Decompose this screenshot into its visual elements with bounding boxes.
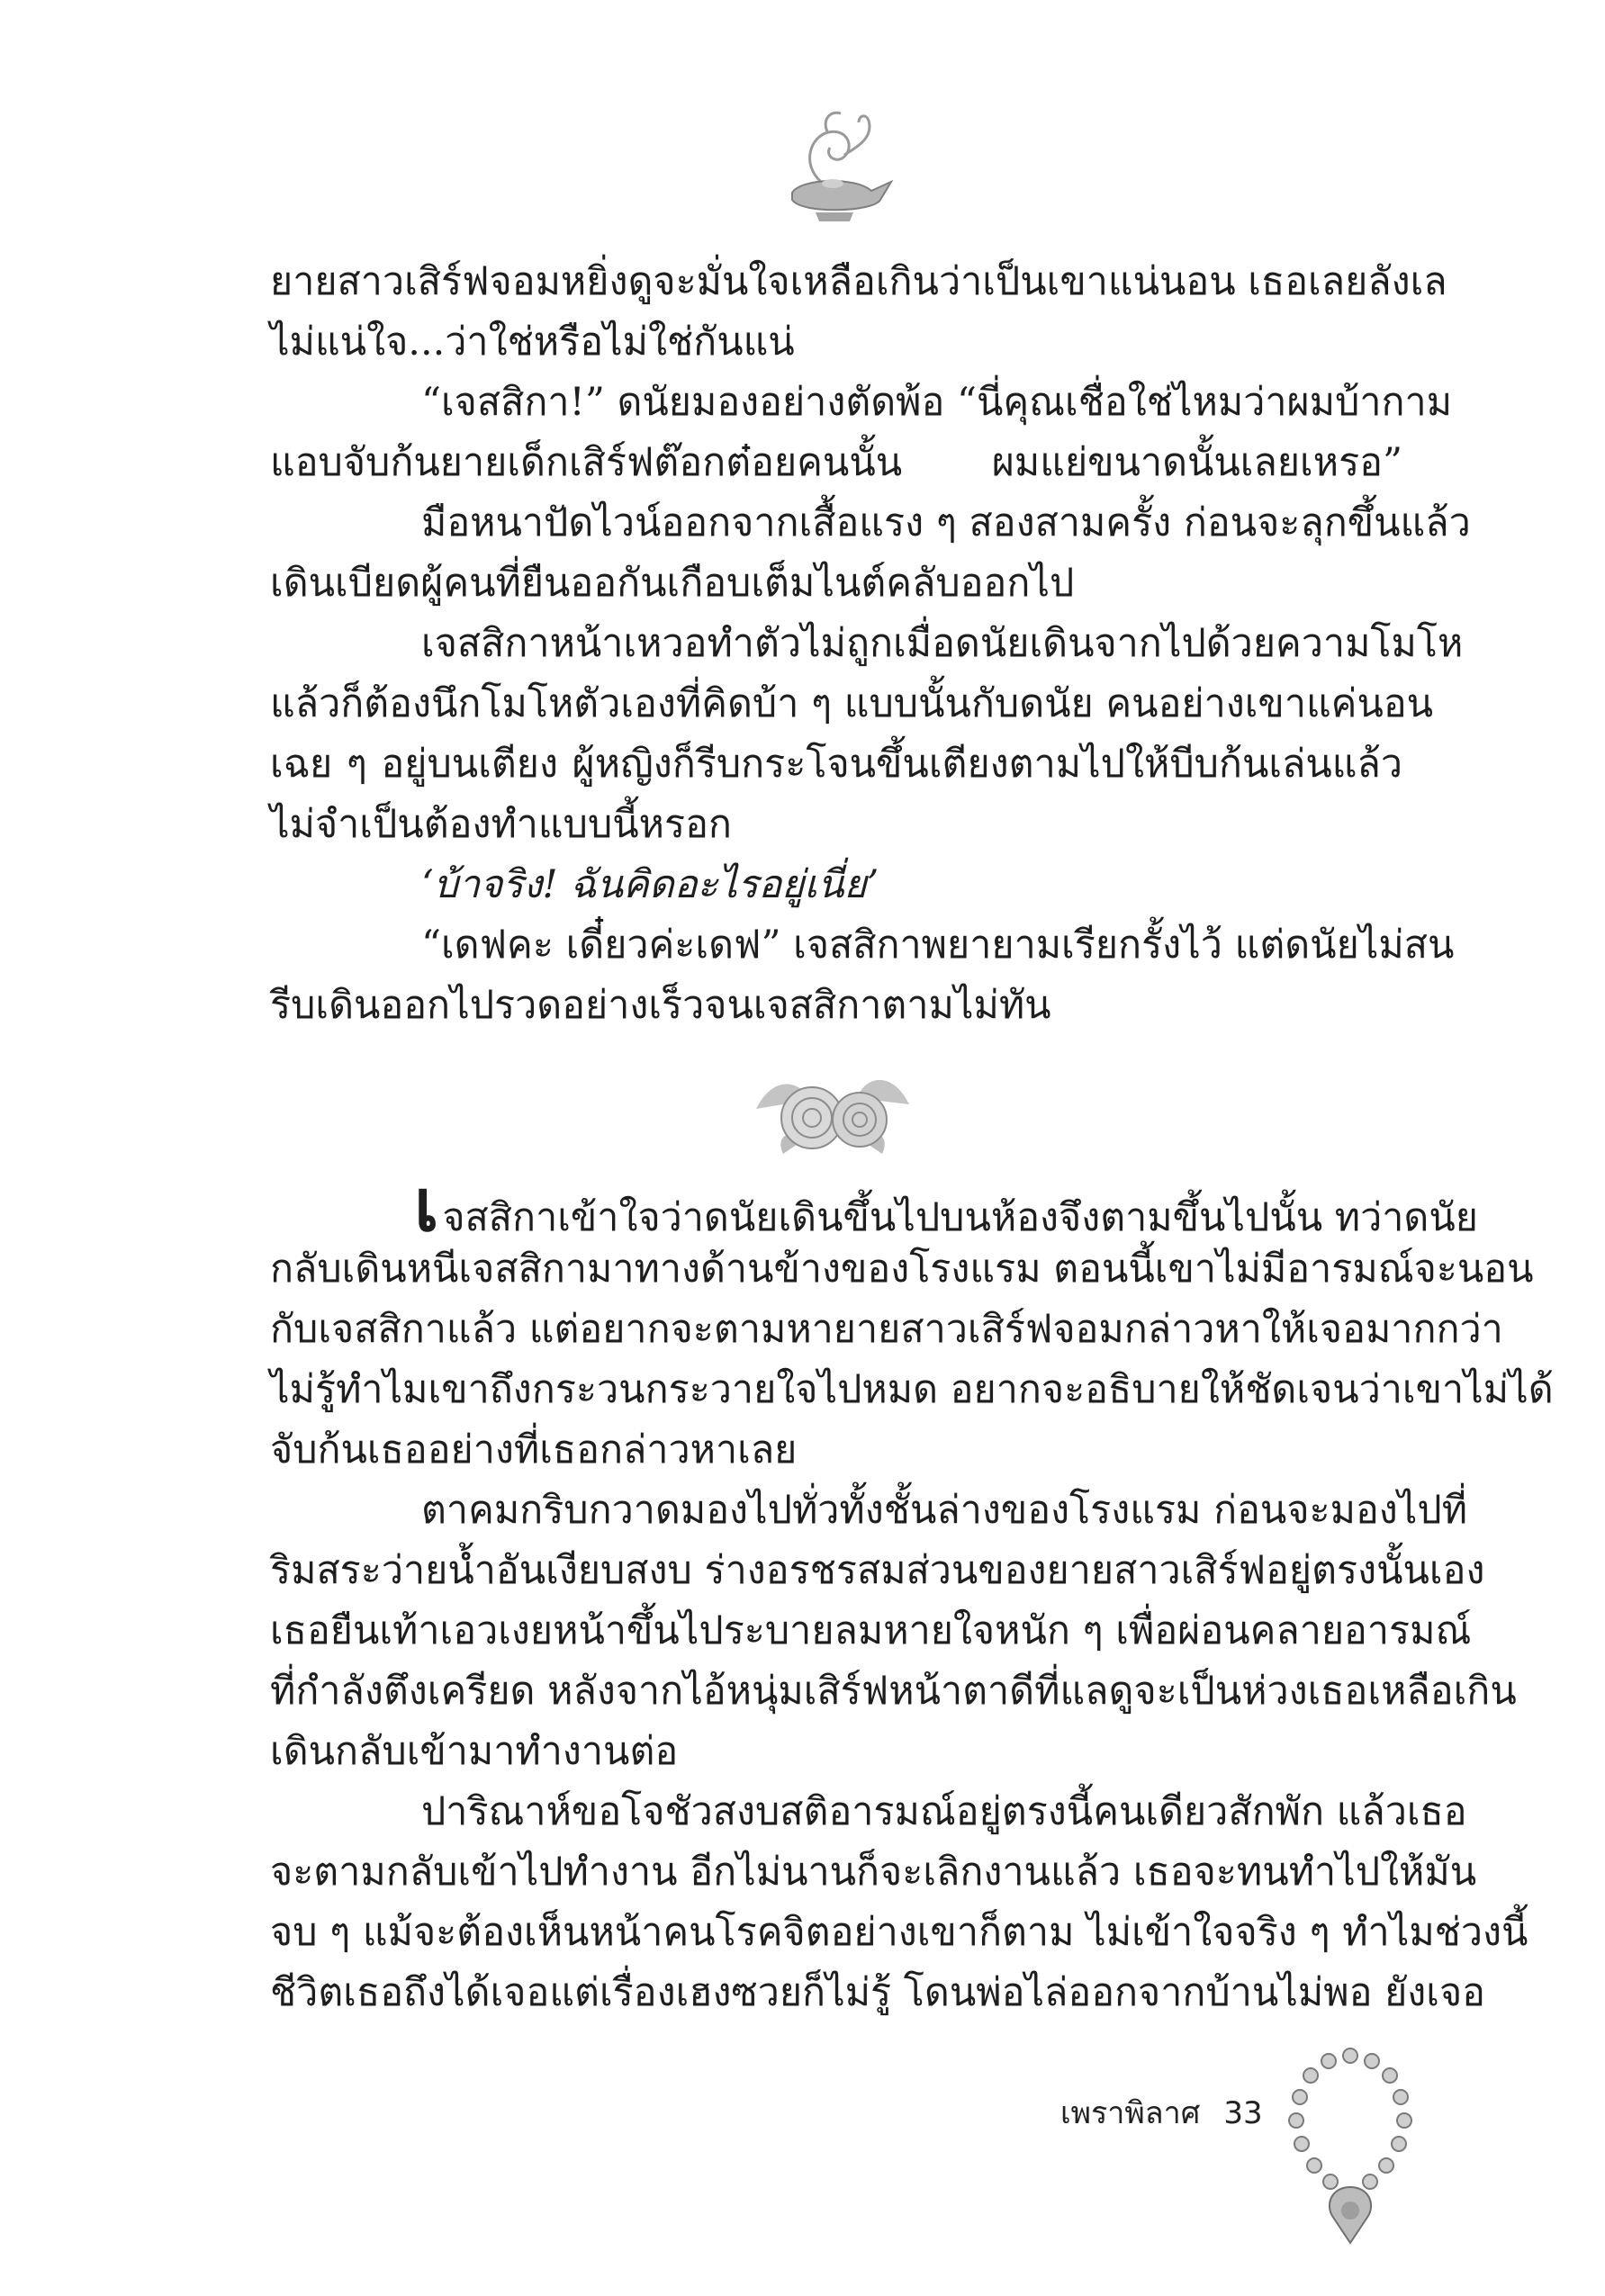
genie-lamp-icon	[765, 101, 900, 236]
text-line: “เดฟคะ เดี๋ยวค่ะเดฟ” เจสสิกาพยายามเรียกรั้งไว้ แต่ดนัยไม่สน	[421, 923, 1455, 968]
text-line: แอบจับก้นยายเด็กเสิร์ฟต๊อกต๋อยคนนั้น ผมแย่ขนาดนั้นเลยเหรอ”	[270, 440, 1402, 485]
book-title: เพราพิลาศ	[1060, 2095, 1201, 2131]
drop-cap: เ	[414, 1164, 439, 1247]
body-text-top	[270, 252, 1471, 1036]
text-line: จะตามกลับเข้าไปทำงาน อีกไม่นานก็จะเลิกงานแล้ว เธอจะทนทำไปให้มัน	[270, 1850, 1477, 1895]
text-line: “เจสสิกา!” ดนัยมองอย่างตัดพ้อ “นี่คุณเชื่อใช่ไหมว่าผมบ้ากาม	[421, 380, 1453, 425]
text-line: ตาคมกริบกวาดมองไปทั่วทั้งชั้นล่างของโรงแรม ก่อนจะมองไปที่	[421, 1488, 1468, 1533]
text-line: เจสสิกาหน้าเหวอทำตัวไม่ถูกเมื่อดนัยเดินจากไปด้วยความโมโห	[421, 621, 1464, 666]
text-line: ไม่แน่ใจ...ว่าใช่หรือไม่ใช่กันแน่	[270, 320, 795, 365]
text-line: เดินกลับเข้ามาทำงานต่อ	[270, 1729, 679, 1774]
text-line: กลับเดินหนีเจสสิกามาทางด้านข้างของโรงแรม ตอนนี้เขาไม่มีอารมณ์จะนอน	[270, 1247, 1534, 1292]
text-line: เฉย ๆ อยู่บนเตียง ผู้หญิงก็รีบกระโจนขึ้นเตียงตามไปให้บีบก้นเล่นแล้ว	[270, 742, 1402, 787]
roses-icon	[747, 1055, 918, 1167]
text-line: จับก้นเธออย่างที่เธอกล่าวหาเลย	[270, 1427, 798, 1472]
text-line: จบ ๆ แม้จะต้องเห็นหน้าคนโรคจิตอย่างเขาก็ตาม ไม่เข้าใจจริง ๆ ทำไมช่วงนี้	[270, 1910, 1528, 1955]
text-line	[270, 1164, 1478, 1247]
text-line: เดินเบียดผู้คนที่ยืนออกันเกือบเต็มไนต์คลับออกไป	[270, 561, 1075, 606]
text-line: ไม่จำเป็นต้องทำแบบนี้หรอก	[270, 802, 732, 847]
text-line: กับเจสสิกาแล้ว แต่อยากจะตามหายายสาวเสิร์ฟจอมกล่าวหาให้เจอมากกว่า	[270, 1307, 1503, 1352]
thought-line: ‘บ้าจริง! ฉันคิดอะไรอยู่เนี่ย’	[421, 862, 879, 907]
text-line: มือหนาปัดไวน์ออกจากเสื้อแรง ๆ สองสามครั้ง ก่อนจะลุกขึ้นแล้ว	[421, 500, 1471, 545]
text-line: ที่กำลังตึงเครียด หลังจากไอ้หนุ่มเสิร์ฟหน้าตาดีที่แลดูจะเป็นห่วงเธอเหลือเกิน	[270, 1669, 1517, 1714]
text-line: เธอยืนเท้าเอวเงยหน้าขึ้นไประบายลมหายใจหนัก ๆ เพื่อผ่อนคลายอารมณ์	[270, 1608, 1472, 1653]
text-line: ชีวิตเธอถึงได้เจอแต่เรื่องเฮงซวยก็ไม่รู้ โดนพ่อไล่ออกจากบ้านไม่พอ ยังเจอ	[270, 1970, 1485, 2015]
text-line-content: จสสิกาเข้าใจว่าดนัยเดินขึ้นไปบนห้องจึงตามขึ้นไปนั้น ทว่าดนัย	[442, 1195, 1478, 1240]
text-line: ริมสระว่ายน้ำอันเงียบสงบ ร่างอรชรสมส่วนของยายสาวเสิร์ฟอยู่ตรงนั้นเอง	[270, 1548, 1485, 1593]
necklace-icon	[1269, 2043, 1431, 2259]
text-line: รีบเดินออกไปรวดอย่างเร็วจนเจสสิกาตามไม่ทัน	[270, 983, 1051, 1028]
text-line: ยายสาวเสิร์ฟจอมหยิ่งดูจะมั่นใจเหลือเกินว่าเป็นเขาแน่นอน เธอเลยลังเล	[270, 259, 1447, 304]
page-number: 33	[1223, 2095, 1263, 2131]
text-line: ไม่รู้ทำไมเขาถึงกระวนกระวายใจไปหมด อยากจะอธิบายให้ชัดเจนว่าเขาไม่ได้	[270, 1367, 1554, 1412]
page-footer	[1060, 2088, 1263, 2137]
text-line: แล้วก็ต้องนึกโมโหตัวเองที่คิดบ้า ๆ แบบนั้นกับดนัย คนอย่างเขาแค่นอน	[270, 681, 1434, 726]
text-line: ปาริณาห์ขอโจชัวสงบสติอารมณ์อยู่ตรงนี้คนเดียวสักพัก แล้วเธอ	[421, 1789, 1467, 1834]
body-text-bottom	[270, 1164, 1554, 2023]
